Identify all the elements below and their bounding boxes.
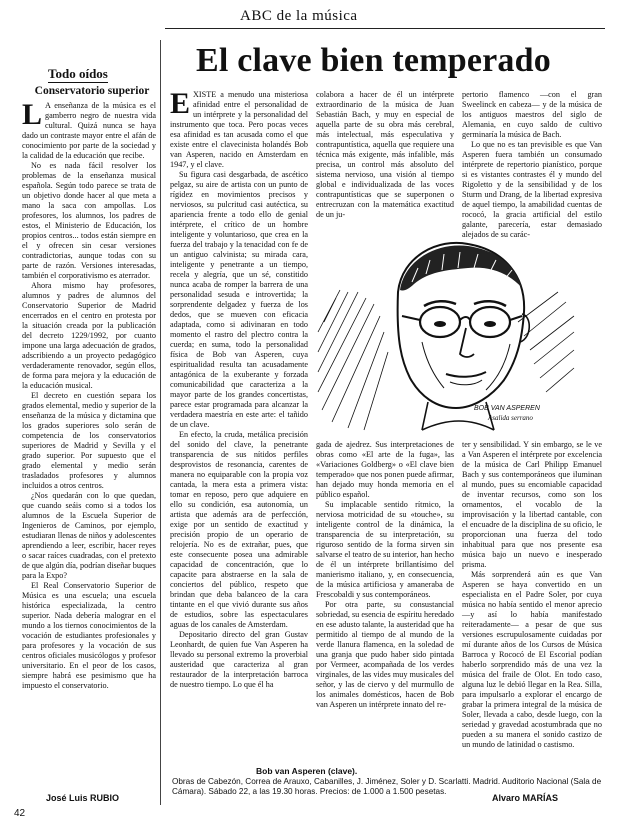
article-paragraph: gada de ajedrez. Sus interpretaciones de obras como «El arte de la fuga», las «Variaciones Goldberg» o «El clave bien temperado» que nos ponen puede afirmar, han dejado muy honda memoria en el público español. xyxy=(316,440,454,499)
section-header: ABC de la música xyxy=(240,8,358,24)
sidebar-paragraph: El Real Conservatorio Superior de Música es una escuela; una escuela histórica especializada, la centro superior. Nada debería malograr en el mundo a los tiernos conocimientos de la vocación de estudiantes profesionales y para profesores y la vocación de sus centros oficiales musicólogos y profesor universitario. En el peor de los casos, siempre habrá ese pesimismo que ha impuesto el conservatorio. xyxy=(22,581,156,690)
concert-caption-body: Obras de Cabezón, Correa de Arauxo, Cabanilles, J. Jiménez, Soler y D. Scarlatti. Madrid. Auditorio Nacional (Sala de Cámara). Sábado 22, a las 19.30 horas. Precios: de 1.000 a 1.500 pesetas. xyxy=(172,777,602,796)
sidebar-paragraph: ¿Nos quedarán con lo que quedan, que cuando seáis como si a todos los alumnos de la Escuela Superior de Ingenieros de Caminos, por ejemplo, estudiaran llenas de niños y adolescentes aprendiendo a leer, escribir, hacer reyes o sacar raíces cuadradas, con el pretexto de que algún día, podrían diseñar buques para la Expo? xyxy=(22,491,156,580)
sidebar-kicker: Todo oídos xyxy=(48,66,108,81)
article-title: El clave bien temperado xyxy=(196,42,551,79)
concert-caption-title: Bob van Asperen (clave). xyxy=(256,766,358,776)
article-paragraph: Su figura casi desgarbada, de ascético pelgaz, su aire de artista con un punto de rígidez en movimientos precisos y nerviosos, su pulcritud casi autéctica, su apariencia frente a todo ello de genial intérprete, el crítico de un hombre inteligente y voluntarioso, que crea en la fuerza del trabajo y la tenacidad con fe de un antiguo calvinista; su mirada cara, inteligente y penetrante a un tiempo, recela y alegría, que un sé, constitido nunca acaba de romper la barrera de una personalidad sesuda e introvertida; la sorprendente delgadez y fuerza de los dedos, que se mueven con eficacia adaptada, como si adivinaran en todo momento el rastro del plectro contra la cuerda; en suma, todo la personalidad física de Bob van Asperen, cuya espiritualidad resulta tan acusadamente antagónica de la exuberante y forzada comunicabilidad que caracteriza a la mayor parte de los grandes concertistas, parece estar programada para alcanzar la verdadera maestría en este arte: el tañido de un clave. xyxy=(170,170,308,429)
portrait-illustration xyxy=(318,232,574,430)
sidebar-paragraph: No es nada fácil resolver los problemas de la enseñanza musical española. Según todo parece se trata de un objetivo donde hacer al que meta a mano la saca con ampollas. Los profesores, los alumnos, los padres de estos, el Ministerio de Educación, los propios centros... todos están siempre en el y ofrecen sin cesar versiones contradictorias, aunque todas con su parte de razón. Versiones interesadas, también el corporativismo es aterrador. xyxy=(22,161,156,280)
article-dropcap: E xyxy=(170,87,191,120)
sidebar-dropcap: L xyxy=(22,98,43,131)
article-paragraph: Su implacable sentido rítmico, la nerviosa motricidad de su «touche», su inteligente control de la dinámica, la transparencia de su interpretación, su riguroso sentido de la forma sirven sin salvarse el teatro de su interior, han hecho de él un intérprete brillantísimo del manierismo italiano, y, en consecuencia, de la música artificiosa y amaneraba de Frescobaldi y sus contemporáneos. xyxy=(316,500,454,599)
sidebar-kicker-underline xyxy=(48,82,108,83)
article-paragraph: Depositario directo del gran Gustav Leonhardt, de quien fue Van Asperen ha llevado su personal extremo la proverbial austeridad que caracteriza al gran restaurador de la interpretación barroca de nuestro tiempo. Lo que él ha xyxy=(170,630,308,689)
article-signature: Alvaro MARÍAS xyxy=(492,793,559,803)
sidebar-paragraph: Ahora mismo hay profesores, alumnos y padres de alumnos del Conservatorio Superior de Madrid encerrados en el centro en protesta por la situación creada por la publicación del decreto 1229/1992, por cuanto impone una larga adecuación de grados, adscribiendo a un proyecto pedagógico verdaderamente renovador, según ellos, de forma para mejora y la educación de la educación musical. xyxy=(22,281,156,390)
illustration-signature-1: BOB VAN ASPEREN xyxy=(474,405,540,412)
article-paragraph: colabora a hacer de él un intérprete extraordinario de la música de Juan Sebastián Bach, y muy en especial de aquella parte de su obra más cerebral, más intelectual, más especulativa y contrapuntística, aquella que requiere una técnica más exigente, más infalible, más precisa, un control más absoluto del sistema nervioso, una visión al tiempo global e individualizada de las voces contrapuntísticas que se superponen o entrecruzan con la matemática exactitud de un ju- xyxy=(316,90,454,219)
portrait-drawing xyxy=(318,232,574,430)
sidebar-paragraph: El decreto en cuestión separa los grados elemental, medio y superior de la enseñanza de la música y dictamina que los grados superiores solo serán de competencia de los conservatorios superiores de Madrid y Sevilla y el grado superior. Por supuesto que el grado elemental y medio serán trasladados profesores y alumnos incluidos a otros centros. xyxy=(22,391,156,490)
header-rule xyxy=(165,28,605,29)
sidebar-paragraph: L A enseñanza de la música es el gamberro negro de nuestra vida cultural. Quizá nunca se haya dado un contraste mayor entre el afán de conocimiento por parte de la sociedad y la calidad de la educación que recibe. xyxy=(22,98,156,160)
page-number: 42 xyxy=(14,808,26,819)
article-paragraph: En efecto, la cruda, metálica precisión del sonido del clave, la penetrante transparencia de sus nítidos perfiles desprovistos de resonancia, carentes de manera no equiparable con la propia voz cantada, la mera esta a primera vista: tomar en reposo, pero que adquiere en ello su condición, esa autonomía, un artista que además ara de perfección, exige por un sentido de exactitud y precisión propio de un operario de relojería. No es de extrañar, pues, que este consecuente posea una admirable capacidad de concentración, que lo capacite para abstraerse en la sala de conciertos del público, respeto que brindan que deba balanceo de la cara tintante en el que vivió durante sus años de estudios, sobre las espectaculares aguas de los canales de Amsterdam. xyxy=(170,430,308,629)
column-divider xyxy=(160,40,161,805)
article-paragraph: EXISTE a menudo una misteriosa afinidad entre el personalidad de un intérprete y la personalidad del instrumento que toca. Pero pocas veces esa afinidad es tan acusada como el que existe entre el clavecinista holandés Bob van Asperen, nacido en Amsterdam en 1947, y el clave. xyxy=(170,87,308,169)
article-paragraph: Lo que no es tan previsible es que Van Asperen fuera también un consumado intérprete de repertorio pianístico, porque si es vistantes contrastes él y mundo del Rigoletto y de la sensibilidad y de los Sturm und Drang, de la libertad expresiva de aquel tiempo, la amabilidad cuentas de rococó, la gracia artificial del estilo galante, parecería, estar demasiado alejados de su carác- xyxy=(462,140,602,239)
article-paragraph: Más sorprenderá aún es que Van Asperen se haya convertido en un especialista en el Padre Soler, por cuya música no había sentido el menor aprecio —y así lo había manifestado reiteradamente— a pesar de que sus versiones escrupulosamente cuidadas por mí durante años de los Cursos de Música Barroca y Rococó de El Escorial podían haberlo sorprendido más de una vez la música del fraile de Olot. En todo caso, alguna luz le debió llegar en la Rea. Silla, para impulsarlo a explorar el encargo de grabar la primera integral de la música de Soler, llevada a cabo, desde luego, con la seriedad y gravedad acostumbrada que no pueden a su manera el sonido castizo de un mundo de latinidad o castismo. xyxy=(462,570,602,749)
sidebar-body xyxy=(22,98,156,789)
sidebar-signature: José Luis RUBIO xyxy=(46,793,120,803)
article-column-3-bottom xyxy=(462,440,602,785)
article-paragraph: Por otra parte, su consustancial sobriedad, su esencia de espíritu heredado en ese adusto talante, la austeridad que ha permitido al tiempo de al mundo de la verde llanura flamenca, en la soledad de una granja que pudo haber sido pintada por Vermeer, acompañada de los verdes virginales, de las vides muy musicales del señor, y las de ciervo y del murmullo de los animales domésticos, hacen de Bob van Asperen un intérprete innato del re- xyxy=(316,600,454,709)
sidebar-title: Conservatorio superior xyxy=(34,85,150,97)
article-paragraph: pertorio flamenco —con el gran Sweelinck en cabeza— y de la música de los antiguos maestros del siglo de Alemania, en cuyo saldo de cultivo germinaría la música de Bach. xyxy=(462,90,602,139)
illustration-signature-2: Asalida serrano xyxy=(488,414,533,422)
article-paragraph: ter y sensibilidad. Y sin embargo, se le ve a Van Asperen el intérprete por excelencia de la música de Carl Philipp Emanuel Bach y sus contemporáneos que iluminan al mundo, pues su encomiable capacidad de inventar recursos, como son los ornamentos, el vocablo de la improvisación y la libertad cantable, con el encuadre de la disciplina de su oficio, le proporcionan una fuerza del todo inhabitual para que nos presente esa música bajo un nuevo e inesperado prisma. xyxy=(462,440,602,569)
article-column-1 xyxy=(170,87,308,760)
article-column-3-top xyxy=(462,90,602,239)
article-column-2-bottom xyxy=(316,440,454,760)
article-column-2-top xyxy=(316,90,454,230)
